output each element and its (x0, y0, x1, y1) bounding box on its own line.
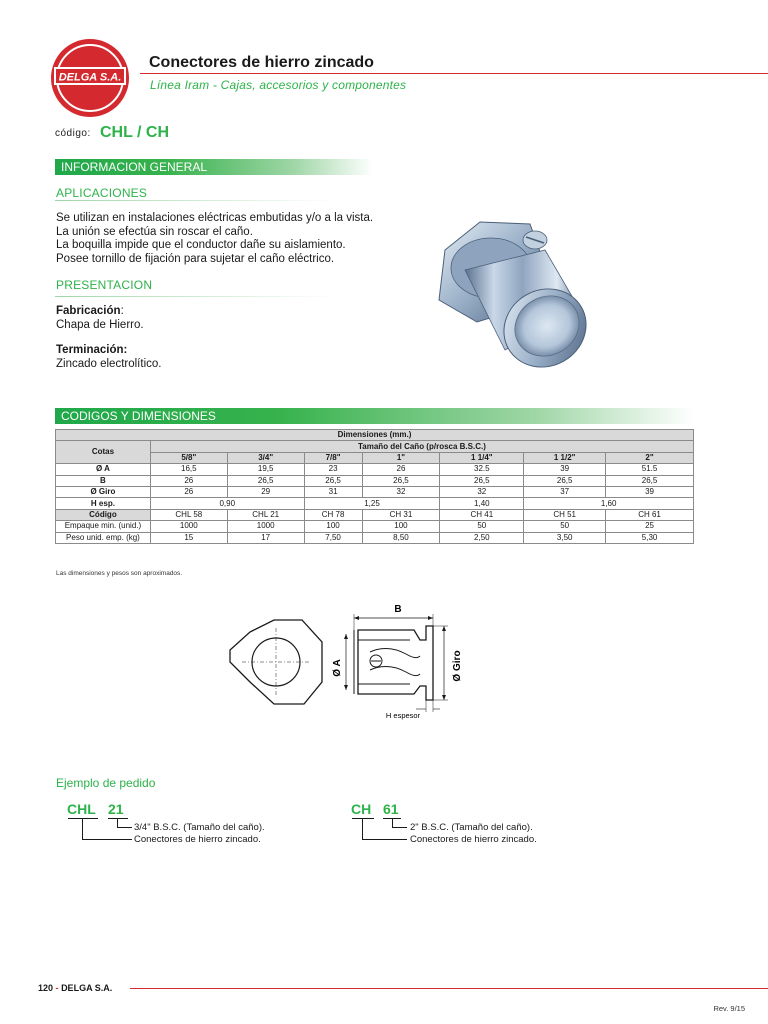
label-b: B (394, 604, 402, 615)
example-right-code2: 61 (383, 801, 399, 817)
table-cell: 8,50 (362, 532, 440, 543)
table-cell: 26,5 (524, 475, 606, 486)
table-cell: 26,5 (227, 475, 304, 486)
leader-line (362, 839, 407, 840)
applications-line: La unión se efectúa sin roscar el caño. (56, 225, 253, 238)
revision: Rev. 9/15 (713, 1004, 745, 1013)
table-cell: 25 (606, 521, 694, 532)
table-size-cell: 1" (362, 452, 440, 463)
example-left-line2: Conectores de hierro zincado. (134, 834, 261, 845)
table-cell: 2,50 (440, 532, 524, 543)
finish-value: Zincado electrolítico. (56, 358, 162, 370)
label-giro: Ø Giro (452, 650, 463, 682)
table-note: Las dimensiones y pesos son aproximados. (56, 570, 183, 577)
table-cell: CH 31 (362, 509, 440, 520)
table-cell: 31 (304, 486, 362, 497)
applications-line: Se utilizan en instalaciones eléctricas embutidas y/o a la vista. (56, 212, 374, 224)
example-left-code1: CHL (67, 801, 96, 817)
table-size-cell: 5/8" (150, 452, 227, 463)
presentation-rule (55, 296, 335, 297)
leader-line (392, 827, 407, 828)
table-size-cell: 2" (606, 452, 694, 463)
table-cell: 23 (304, 464, 362, 475)
table-cell: 26 (150, 486, 227, 497)
example-right-line1: 2" B.S.C. (Tamaño del caño). (410, 822, 533, 833)
table-cell: 32 (362, 486, 440, 497)
table-cell: 1000 (227, 521, 304, 532)
page-title: Conectores de hierro zincado (149, 54, 374, 71)
table-size-cell: 1 1/2" (524, 452, 606, 463)
table-row-label: Peso unid. emp. (kg) (56, 532, 151, 543)
table-cell: 17 (227, 532, 304, 543)
table-row (56, 498, 694, 509)
leader-line (82, 818, 83, 840)
table-cell: 5,30 (606, 532, 694, 543)
title-rule (140, 73, 768, 74)
underline (68, 818, 98, 819)
table-cell: 100 (304, 521, 362, 532)
table-size-cell: 1 1/4" (440, 452, 524, 463)
table-cell: 26 (362, 464, 440, 475)
table-cell: 100 (362, 521, 440, 532)
example-left-code2: 21 (108, 801, 124, 817)
table-row (56, 486, 694, 497)
table-cell: 19,5 (227, 464, 304, 475)
table-row (56, 464, 694, 475)
table-size-cell: 7/8" (304, 452, 362, 463)
fabrication-value: Chapa de Hierro. (56, 319, 144, 331)
section-codes-dimensions: CODIGOS Y DIMENSIONES (55, 408, 695, 424)
table-cell: 26,5 (440, 475, 524, 486)
applications-rule (55, 200, 335, 201)
table-cell: CH 61 (606, 509, 694, 520)
section-general-info: INFORMACION GENERAL (55, 159, 373, 175)
table-cell: 3,50 (524, 532, 606, 543)
table-row-label: Ø A (56, 464, 151, 475)
table-cell: 26,5 (606, 475, 694, 486)
table-cell: 1,60 (524, 498, 694, 509)
label-a: Ø A (332, 659, 343, 677)
table-cell: 32.5 (440, 464, 524, 475)
table-header-row (56, 441, 694, 452)
underline (352, 818, 374, 819)
finish-title: Terminación: (56, 344, 128, 356)
table-cell: 50 (440, 521, 524, 532)
dimensions-table (55, 429, 694, 544)
fabrication-title: Fabricación: (56, 305, 124, 317)
table-header-cotas: Cotas (56, 441, 151, 464)
table-cell: 1000 (150, 521, 227, 532)
table-cell: 39 (524, 464, 606, 475)
table-cell: 39 (606, 486, 694, 497)
product-photo (425, 210, 595, 375)
table-header-dimensions: Dimensiones (mm.) (56, 430, 694, 441)
table-cell: 26,5 (362, 475, 440, 486)
label-h: H espesor (385, 711, 421, 720)
technical-drawing (220, 600, 480, 730)
table-cell: 26 (150, 475, 227, 486)
code-value: CHL / CH (100, 124, 170, 141)
underline (108, 818, 128, 819)
example-right-line2: Conectores de hierro zincado. (410, 834, 537, 845)
table-cell: 16,5 (150, 464, 227, 475)
table-cell: CH 78 (304, 509, 362, 520)
leader-line (362, 818, 363, 840)
table-cell: CH 51 (524, 509, 606, 520)
table-cell: 1,40 (440, 498, 524, 509)
table-cell: 15 (150, 532, 227, 543)
applications-line: La boquilla impide que el conductor dañe su aislamiento. (56, 239, 346, 251)
table-row (56, 521, 694, 532)
table-cell: 37 (524, 486, 606, 497)
delga-logo (50, 38, 130, 118)
applications-text (56, 212, 373, 266)
table-cell: 7,50 (304, 532, 362, 543)
table-cell: CHL 21 (227, 509, 304, 520)
logo-text: DELGA S.A. (58, 71, 122, 84)
table-cell: 0,90 (150, 498, 304, 509)
example-right-code1: CH (351, 801, 372, 817)
table-size-cell: 3/4" (227, 452, 304, 463)
table-cell: 29 (227, 486, 304, 497)
table-sizes-row (56, 452, 694, 463)
table-row (56, 475, 694, 486)
order-example-title: Ejemplo de pedido (56, 776, 156, 790)
table-cell: CH 41 (440, 509, 524, 520)
table-cell: CHL 58 (150, 509, 227, 520)
leader-line (82, 839, 132, 840)
table-row-label: Ø Giro (56, 486, 151, 497)
table-header-pipe-size: Tamaño del Caño (p/rosca B.S.C.) (150, 441, 693, 452)
page-subtitle: Línea Iram - Cajas, accesorios y componentes (150, 78, 407, 92)
applications-heading: APLICACIONES (56, 186, 148, 200)
table-cell: 26,5 (304, 475, 362, 486)
applications-line: Posee tornillo de fijación para sujetar el caño eléctrico. (56, 252, 335, 265)
table-row-label: B (56, 475, 151, 486)
table-row-label: H esp. (56, 498, 151, 509)
leader-line (117, 827, 132, 828)
example-left-line1: 3/4" B.S.C. (Tamaño del caño). (134, 822, 265, 833)
table-header-row (56, 430, 694, 441)
table-row (56, 532, 694, 543)
table-cell: 51.5 (606, 464, 694, 475)
footer-rule (130, 988, 768, 989)
table-row-label: Empaque min. (unid.) (56, 521, 151, 532)
table-row (56, 509, 694, 520)
table-row-label: Código (56, 509, 151, 520)
table-cell: 50 (524, 521, 606, 532)
table-cell: 1,25 (304, 498, 440, 509)
table-cell: 32 (440, 486, 524, 497)
code-label: código: (55, 128, 91, 139)
footer-page: 120 - DELGA S.A. (38, 983, 113, 993)
presentation-heading: PRESENTACION (56, 278, 153, 292)
